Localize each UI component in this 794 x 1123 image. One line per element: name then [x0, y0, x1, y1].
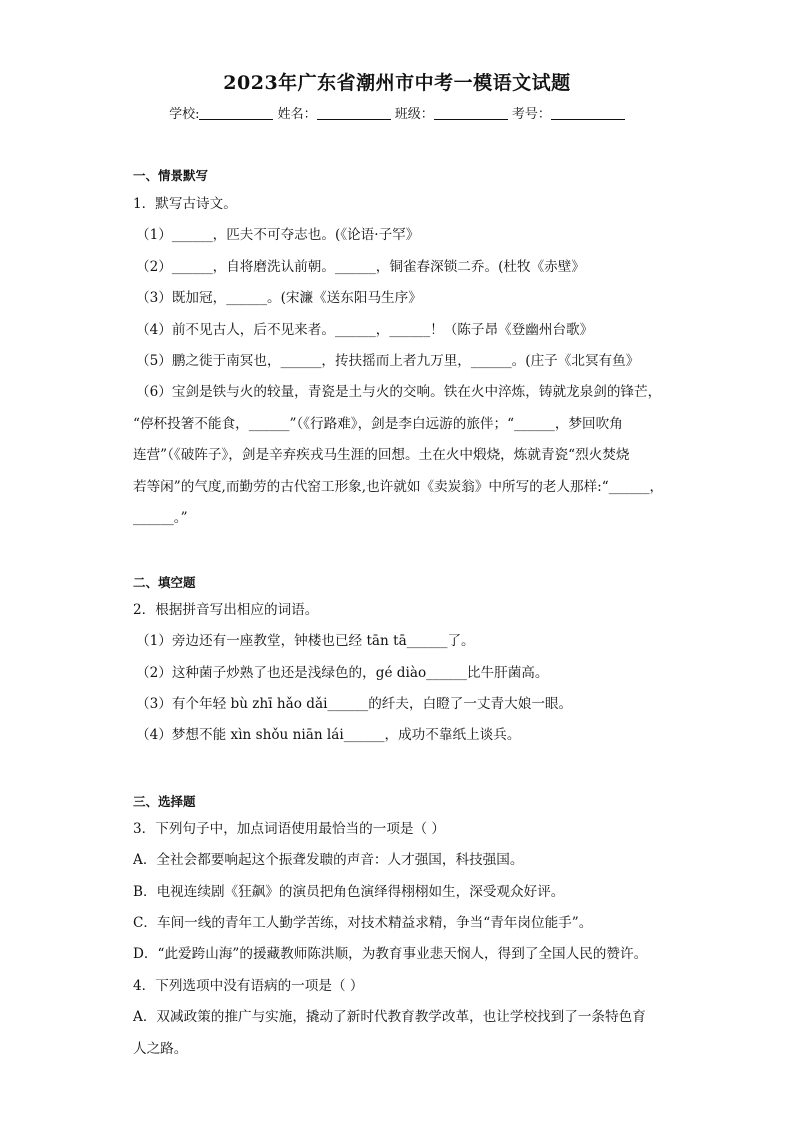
question-1-item-6-line-1: （6）宝剑是铁与火的较量，青瓷是土与火的交响。铁在火中淬炼，铸就龙泉剑的锋芒， [136, 384, 662, 400]
question-2-item-4: （4）梦想不能 xìn shǒu niān lái______，成功不靠纸上谈兵。 [136, 727, 521, 743]
question-4-stem: 4．下列选项中没有语病的一项是（ ） [133, 978, 364, 994]
question-1-item-6-line-2: “停杯投箸不能食，______”（《行路难》，剑是李白远游的旅伴；“______，梦回吹角 [133, 416, 623, 432]
class-label: 班级： [394, 107, 434, 122]
class-blank[interactable] [434, 107, 508, 120]
question-1-item-2: （2）______，自将磨洗认前朝。______，铜雀春深锁二乔。(杜牧《赤壁》 [136, 259, 585, 275]
school-blank[interactable] [199, 107, 273, 120]
section-heading-1: 一、情景默写 [133, 168, 209, 183]
question-4-option-a-line-2: 人之路。 [133, 1041, 188, 1057]
section-heading-2: 二、填空题 [133, 575, 196, 590]
section-heading-3: 三、选择题 [133, 794, 196, 809]
question-3-option-b: B．电视连续剧《狂飙》的演员把角色演绎得栩栩如生，深受观众好评。 [133, 884, 565, 900]
question-2-stem: 2．根据拼音写出相应的词语。 [133, 602, 319, 618]
question-1-item-5: （5）鹏之徙于南冥也，______，抟扶摇而上者九万里，______。(庄子《北冥有鱼》 [136, 353, 640, 369]
question-1-item-3: （3）既加冠，______。(宋濂《送东阳马生序》 [136, 290, 422, 306]
exam-number-blank[interactable] [551, 107, 625, 120]
name-blank[interactable] [317, 107, 391, 120]
question-1-item-4: （4）前不见古人，后不见来者。______，______！（陈子昂《登幽州台歌》 [136, 322, 594, 338]
question-1-item-6-line-5: ______。” [133, 510, 188, 526]
question-2-item-2: （2）这种菌子炒熟了也还是浅绿色的，gé diào______比牛肝菌高。 [136, 665, 549, 681]
question-2-item-3: （3）有个年轻 bù zhī hǎo dǎi______的纤夫，白瞪了一丈青大娘一眼。 [136, 696, 573, 712]
exam-number-label: 考号： [511, 107, 551, 122]
exam-title: 2023年广东省潮州市中考一模语文试题 [223, 72, 571, 94]
question-3-stem: 3．下列句子中，加点词语使用最恰当的一项是（ ） [133, 821, 446, 837]
question-1-item-1: （1）______，匹夫不可夺志也。(《论语·子罕》 [136, 227, 420, 243]
question-1-item-6-line-4: 若等闲”的气度,而勤劳的古代窑工形象,也许就如《卖炭翁》中所写的老人那样:“______， [133, 479, 664, 495]
question-4-option-a-line-1: A．双减政策的推广与实施，撬动了新时代教育教学改革，也让学校找到了一条特色育 [133, 1009, 646, 1025]
school-label: 学校: [169, 107, 200, 122]
question-3-option-a: A．全社会都要响起这个振聋发聩的声音：人才强国，科技强国。 [133, 852, 524, 868]
question-3-option-d: D．“此爱跨山海”的援藏教师陈洪顺，为教育事业悲天悯人，得到了全国人民的赞许。 [133, 946, 648, 962]
name-label: 姓名： [277, 107, 317, 122]
student-info-row [0, 103, 794, 122]
question-1-stem: 1．默写古诗文。 [133, 196, 237, 212]
question-2-item-1: （1）旁边还有一座教堂，钟楼也已经 tān tā______了。 [136, 633, 475, 649]
question-1-item-6-line-3: 连营”（《破阵子》，剑是辛弃疾戎马生涯的回想。土在火中煅烧，炼就青瓷“烈火焚烧 [133, 447, 630, 463]
question-3-option-c: C．车间一线的青年工人勤学苦练，对技术精益求精，争当“青年岗位能手”。 [133, 915, 593, 931]
